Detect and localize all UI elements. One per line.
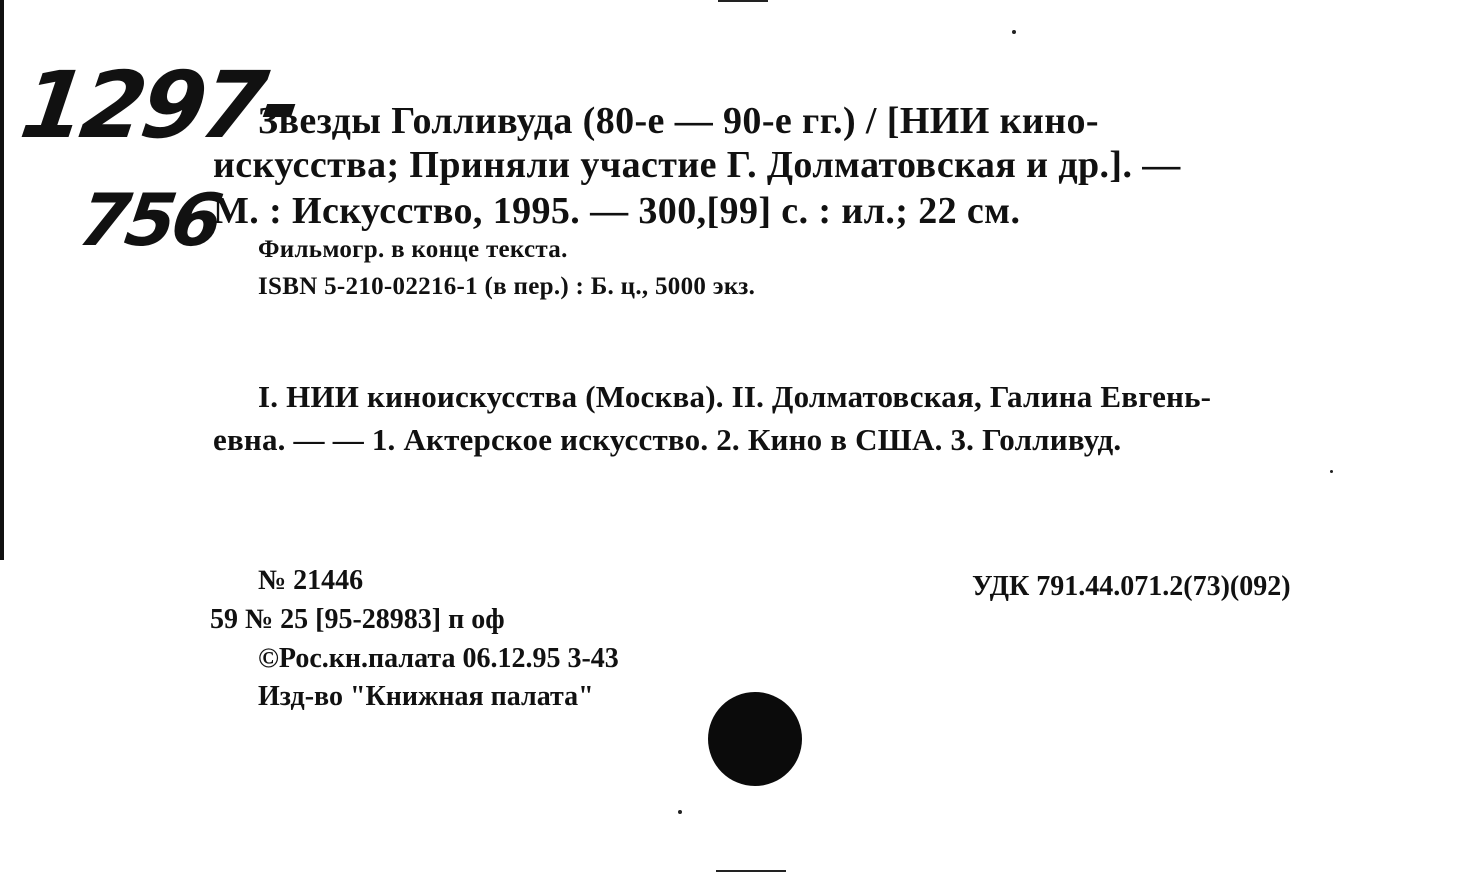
scan-mark (716, 870, 786, 872)
copyright-line: ©Рос.кн.палата 06.12.95 3-43 (258, 643, 619, 674)
title-line-1: Звезды Голливуда (80-е — 90-е гг.) / [НИИ кино- (258, 100, 1099, 142)
card-left-edge (0, 0, 4, 560)
isbn-line: ISBN 5-210-02216-1 (в пер.) : Б. ц., 5000 экз. (258, 273, 756, 300)
card-number: № 21446 (258, 565, 364, 596)
handwritten-number-bottom: 756 (74, 178, 225, 262)
imprint-line: М. : Искусство, 1995. — 300,[99] с. : ил.; 22 см. (213, 190, 1021, 232)
scan-dot (1012, 30, 1016, 34)
title-line-2: искусства; Приняли участие Г. Долматовская и др.]. — (213, 144, 1181, 186)
black-dot-mark (708, 692, 802, 786)
note-line: Фильмогр. в конце текста. (258, 236, 568, 263)
tracing-line-1: I. НИИ киноискусства (Москва). II. Долматовская, Галина Евгень- (258, 379, 1212, 414)
scan-dot (1330, 470, 1333, 473)
scan-mark (718, 0, 768, 2)
udk-code: УДК 791.44.071.2(73)(092) (972, 571, 1291, 602)
scan-dot (678, 810, 682, 814)
publisher-line: Изд-во "Книжная палата" (258, 681, 594, 712)
tracing-line-2: евна. — — 1. Актерское искусство. 2. Кино в США. 3. Голливуд. (213, 422, 1122, 457)
code-line: 59 № 25 [95-28983] п оф (210, 604, 505, 635)
handwritten-number-top: 1297- (14, 52, 304, 159)
